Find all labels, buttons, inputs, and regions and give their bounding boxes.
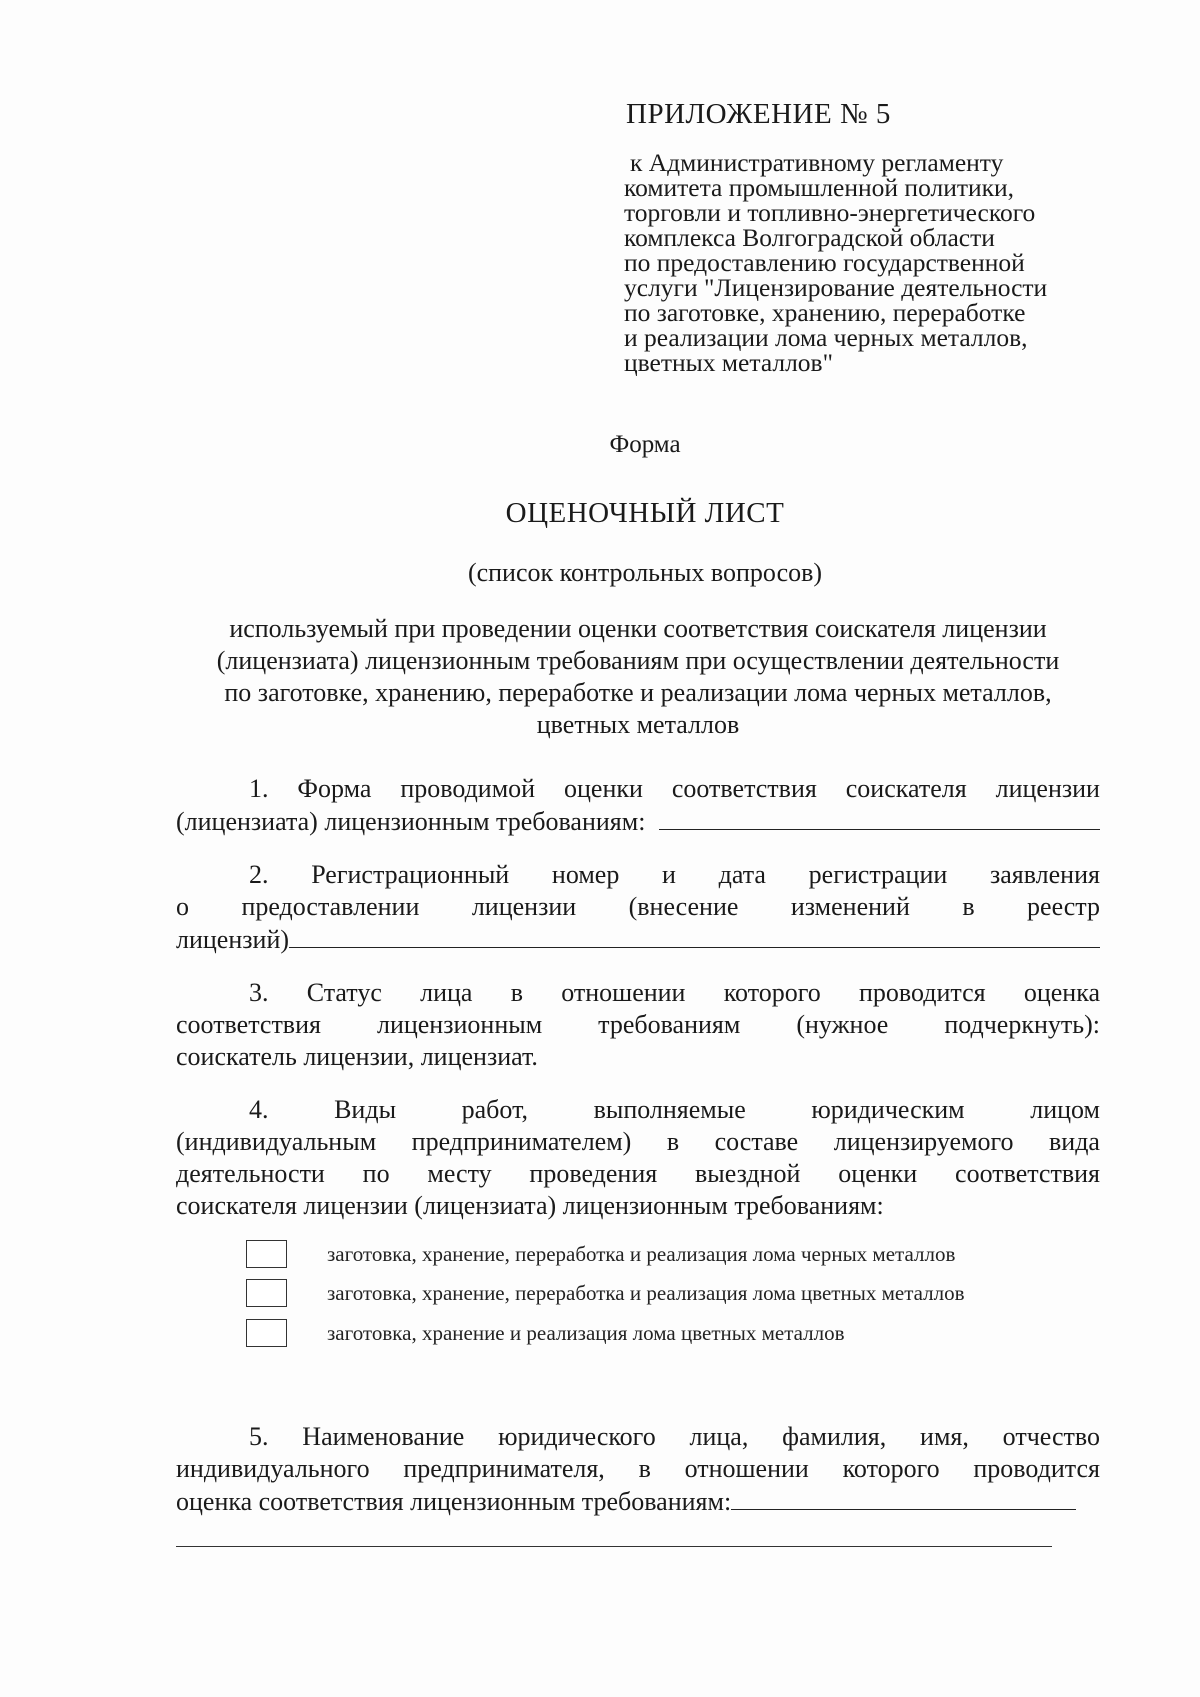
licensee-name-field[interactable] <box>731 1485 1076 1510</box>
word: лицензионным <box>376 1010 543 1039</box>
word: Регистрационный <box>311 860 510 889</box>
work-type-checkbox[interactable] <box>246 1279 287 1307</box>
item-3-line-3 <box>176 1041 1100 1073</box>
purpose-line: (лицензиата) лицензионным требованиям при осуществлении деятельности <box>216 646 1060 675</box>
status-options[interactable]: соискатель лицензии, лицензиат. <box>176 1042 538 1071</box>
item-3 <box>176 977 1100 1073</box>
word: отношении <box>561 978 686 1007</box>
word: соответствия <box>671 774 817 803</box>
document-subtitle: (список контрольных вопросов) <box>467 558 823 587</box>
word: подчеркнуть): <box>944 1010 1100 1039</box>
word: предпринимателем) <box>411 1127 632 1156</box>
item-2-line-3 <box>176 923 1100 956</box>
item-3-line-2 <box>176 1009 1100 1041</box>
work-type-option[interactable] <box>246 1276 965 1310</box>
appendix-line: и реализации лома черных металлов, <box>624 323 1028 352</box>
registration-number-field[interactable] <box>289 923 1100 948</box>
word: соответствия <box>955 1159 1100 1188</box>
word: отчество <box>1002 1422 1100 1451</box>
word: индивидуального <box>176 1454 370 1483</box>
work-type-checkbox[interactable] <box>246 1240 287 1268</box>
word: 1. <box>249 774 269 803</box>
word: предоставлении <box>241 892 420 921</box>
item-2-line-2 <box>176 891 1100 923</box>
word: (индивидуальным <box>176 1127 377 1156</box>
word: отношении <box>684 1454 809 1483</box>
word: проведения <box>529 1159 658 1188</box>
word: (нужное <box>796 1010 889 1039</box>
word: дата <box>718 860 766 889</box>
form-label: Форма <box>609 431 681 458</box>
document-purpose <box>176 613 1100 741</box>
item-5-line-3 <box>176 1485 1076 1518</box>
word: Наименование <box>302 1422 465 1451</box>
appendix-line: торговли и топливно-энергетического <box>624 198 1036 227</box>
word: соискателя <box>845 774 967 803</box>
word: юридическим <box>811 1095 965 1124</box>
licensee-name-field-continuation[interactable] <box>176 1546 1052 1547</box>
word: составе <box>714 1127 799 1156</box>
item-2 <box>176 859 1100 956</box>
item-5-line-1 <box>176 1421 1100 1453</box>
work-type-option[interactable] <box>246 1316 845 1350</box>
item-4-line-3 <box>176 1158 1100 1190</box>
word: о <box>176 892 189 921</box>
word: 5. <box>249 1422 269 1451</box>
item-5-line-2 <box>176 1453 1100 1485</box>
word: и <box>662 860 676 889</box>
appendix-line: услуги "Лицензирование деятельности <box>624 273 1048 302</box>
word: проводимой <box>400 774 536 803</box>
appendix-line: по заготовке, хранению, переработке <box>624 298 1026 327</box>
appendix-line: комплекса Волгоградской области <box>624 223 995 252</box>
word: 3. <box>249 978 269 1007</box>
word: номер <box>551 860 620 889</box>
word: выездной <box>695 1159 801 1188</box>
word: 2. <box>249 860 269 889</box>
word: которого <box>842 1454 940 1483</box>
word: лицензируемого <box>833 1127 1014 1156</box>
item-1-line-1 <box>176 773 1100 805</box>
appendix-line: к Административному регламенту <box>630 148 1004 177</box>
word: (внесение <box>628 892 739 921</box>
work-type-label: заготовка, хранение и реализация лома цветных металлов <box>327 1320 845 1345</box>
item-4-line-4 <box>176 1190 1100 1222</box>
word: Форма <box>297 774 372 803</box>
work-type-label: заготовка, хранение, переработка и реализация лома черных металлов <box>327 1241 956 1266</box>
item-3-line-1 <box>176 977 1100 1009</box>
word: оценки <box>838 1159 918 1188</box>
assessment-form-field[interactable] <box>659 805 1100 830</box>
word: Статус <box>306 978 382 1007</box>
item-2-label: лицензий) <box>176 925 290 954</box>
item-1-line-2 <box>176 805 1100 838</box>
appendix-line: комитета промышленной политики, <box>624 173 1015 202</box>
word: лица, <box>689 1422 749 1451</box>
item-4 <box>176 1094 1100 1222</box>
appendix-line: цветных металлов" <box>624 348 834 377</box>
item-5 <box>176 1421 1100 1518</box>
appendix-line: по предоставлению государственной <box>624 248 1025 277</box>
word: деятельности <box>176 1159 325 1188</box>
word: лица <box>420 978 473 1007</box>
word: 4. <box>249 1095 269 1124</box>
word: предпринимателя, <box>403 1454 605 1483</box>
word: оценка <box>1023 978 1100 1007</box>
word: регистрации <box>808 860 948 889</box>
item-4-label: соискателя лицензии (лицензиата) лицензионным требованиям: <box>176 1191 884 1220</box>
word: оценки <box>564 774 643 803</box>
word: в <box>962 892 975 921</box>
word: вида <box>1049 1127 1100 1156</box>
word: месту <box>427 1159 492 1188</box>
item-5-label: оценка соответствия лицензионным требованиям: <box>176 1487 732 1516</box>
word: юридического <box>498 1422 656 1451</box>
purpose-line: используемый при проведении оценки соответствия соискателя лицензии <box>229 614 1047 643</box>
purpose-line: цветных металлов <box>536 710 740 739</box>
item-2-line-1 <box>176 859 1100 891</box>
word: проводится <box>859 978 986 1007</box>
word: в <box>666 1127 680 1156</box>
word: в <box>510 978 523 1007</box>
word: требованиям <box>598 1010 741 1039</box>
word: соответствия <box>176 1010 321 1039</box>
word: по <box>362 1159 390 1188</box>
word: выполняемые <box>593 1095 746 1124</box>
word: которого <box>723 978 821 1007</box>
word: Виды <box>334 1095 397 1124</box>
word: работ, <box>461 1095 528 1124</box>
item-4-line-1 <box>176 1094 1100 1126</box>
item-1-label: (лицензиата) лицензионным требованиям: <box>176 807 646 836</box>
word: имя, <box>920 1422 969 1451</box>
word: фамилия, <box>782 1422 887 1451</box>
word: лицом <box>1030 1095 1100 1124</box>
work-type-label: заготовка, хранение, переработка и реализация лома цветных металлов <box>327 1280 965 1305</box>
item-1 <box>176 773 1100 838</box>
appendix-reference <box>624 150 1047 375</box>
word: в <box>638 1454 651 1483</box>
item-4-line-2 <box>176 1126 1100 1158</box>
word: заявления <box>989 860 1100 889</box>
word: изменений <box>790 892 910 921</box>
word: проводится <box>973 1454 1100 1483</box>
word: лицензии <box>471 892 577 921</box>
word: реестр <box>1027 892 1100 921</box>
work-type-option[interactable] <box>246 1237 955 1271</box>
work-type-checkbox[interactable] <box>246 1319 287 1347</box>
word: лицензии <box>995 774 1100 803</box>
document-title: ОЦЕНОЧНЫЙ ЛИСТ <box>505 497 785 529</box>
purpose-line: по заготовке, хранению, переработке и реализации лома черных металлов, <box>224 678 1052 707</box>
appendix-title: ПРИЛОЖЕНИЕ № 5 <box>626 98 891 130</box>
